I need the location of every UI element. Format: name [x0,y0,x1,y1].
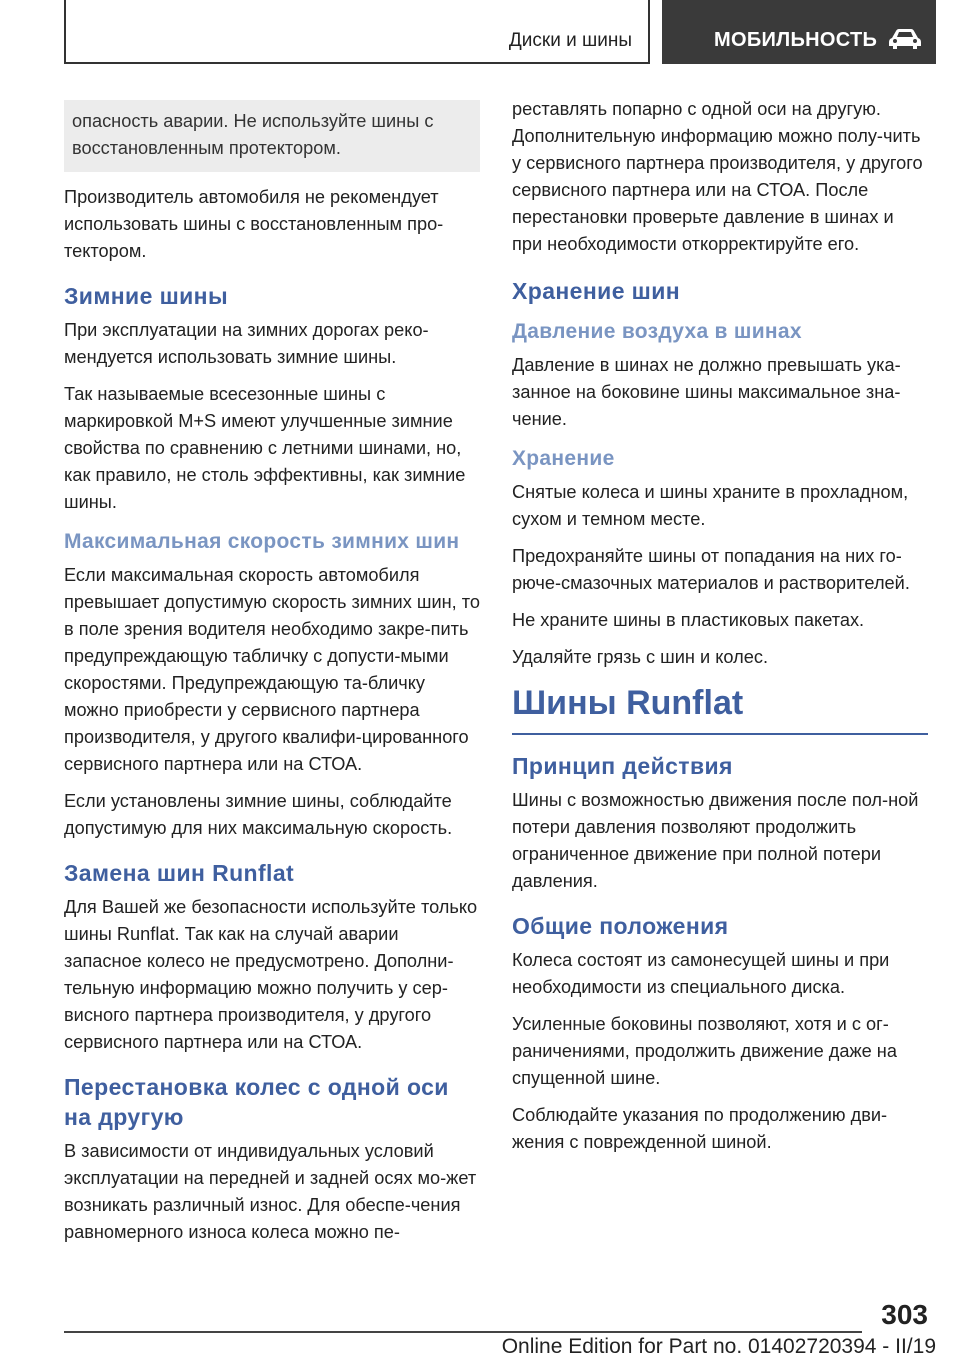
heading-winter-tires: Зимние шины [64,283,229,309]
heading-tire-pressure: Давление воздуха в шинах [512,320,802,343]
heading-wheel-swap: Перестановка колес с одной оси на другую [64,1074,449,1130]
paragraph-storage-4: Удаляйте грязь с шин и колес. [512,647,768,667]
paragraph-wheel-swap: В зависимости от индивидуальных условий эксплуатации на передней и задней осях мо-жет возникать различный износ. Для обеспе-чения равномерного износа колеса можно пе- [64,1141,477,1242]
paragraph-winter-1: При эксплуатации на зимних дорогах реко-мендуется использовать зимние шины. [64,320,429,367]
warning-note: опасность аварии. Не используйте шины с восстановленным протектором. [64,100,480,172]
header-chapter-box [662,0,936,64]
paragraph-retread: Производитель автомобиля не рекомендует использовать шины с восстановленным про-тектором. [64,187,444,261]
heading-replace-runflat: Замена шин Runflat [64,860,295,886]
heading-storage: Хранение [512,447,615,470]
paragraph-principle: Шины с возможностью движения после пол-ной потери давления позволяют продолжить ограниченное движение при полной потери давления. [512,790,919,891]
heading-max-speed: Максимальная скорость зимних шин [64,530,460,553]
paragraph-max-speed-1: Если максимальная скорость автомобиля превышает допустимую скорость зимних шин, то в поле зрения водителя необходимо закре-пить предупреждающую табличку с допусти-мыми скоростями. Предупреждающую та-бличку можно приобрести у сервисного партнера производителя, у другого квалифи-цированного сервисного партнера или на СТОА. [64,565,481,774]
car-icon [888,28,922,50]
paragraph-storage-3: Не храните шины в пластиковых пакетах. [512,610,865,630]
header-chapter-title: МОБИЛЬНОСТЬ [714,29,878,51]
heading-runflat-tires: Шины Runflat [512,681,928,735]
paragraph-winter-2: Так называемые всесезонные шины с маркировкой M+S имеют улучшенные зимние свойства по сравнению с летними шинами, но, как правило, не столь эффективны, как зимние шины. [64,384,466,512]
heading-tire-storage: Хранение шин [512,278,681,304]
heading-general: Общие положения [512,913,729,939]
page-number: 303 [881,1299,928,1330]
right-column [512,96,928,1166]
paragraph-tire-pressure: Давление в шинах не должно превышать ука-занное на боковине шины максимальное зна-чение. [512,355,901,429]
paragraph-max-speed-2: Если установлены зимние шины, соблюдайте допустимую для них максимальную скорость. [64,791,453,838]
heading-principle: Принцип действия [512,753,733,779]
paragraph-general-3: Соблюдайте указания по продолжению дви-жения с поврежденной шиной. [512,1105,888,1152]
paragraph-general-1: Колеса состоят из самонесущей шины и при необходимости из специального диска. [512,950,890,997]
paragraph-wheel-swap-cont: реставлять попарно с одной оси на другую. Дополнительную информацию можно полу-чить у сервисного партнера производителя, у другого сервисного партнера или на СТОА. После перестановки проверьте давление в шинах и при необходимости откорректируйте его. [512,99,923,254]
footer-divider [64,1331,862,1333]
paragraph-storage-2: Предохраняйте шины от попадания на них го-рюче-смазочных материалов и растворителей. [512,546,910,593]
header-section-title: Диски и шины [508,30,632,51]
paragraph-replace-runflat: Для Вашей же безопасности используйте только шины Runflat. Так как на случай аварии запасное колесо не предусмотрено. Дополни-тельную информацию можно получить у сер-висного партнера производителя, у другого сервисного партнера или на СТОА. [64,897,478,1052]
header-section-box [64,0,650,64]
paragraph-storage-1: Снятые колеса и шины храните в прохладном, сухом и темном месте. [512,482,909,529]
edition-text: Online Edition for Part no. 01402720394 - II/19 [501,1335,936,1358]
left-column [64,96,480,1256]
paragraph-general-2: Усиленные боковины позволяют, хотя и с ог-раничениями, продолжить движение даже на спущенной шине. [512,1014,897,1088]
